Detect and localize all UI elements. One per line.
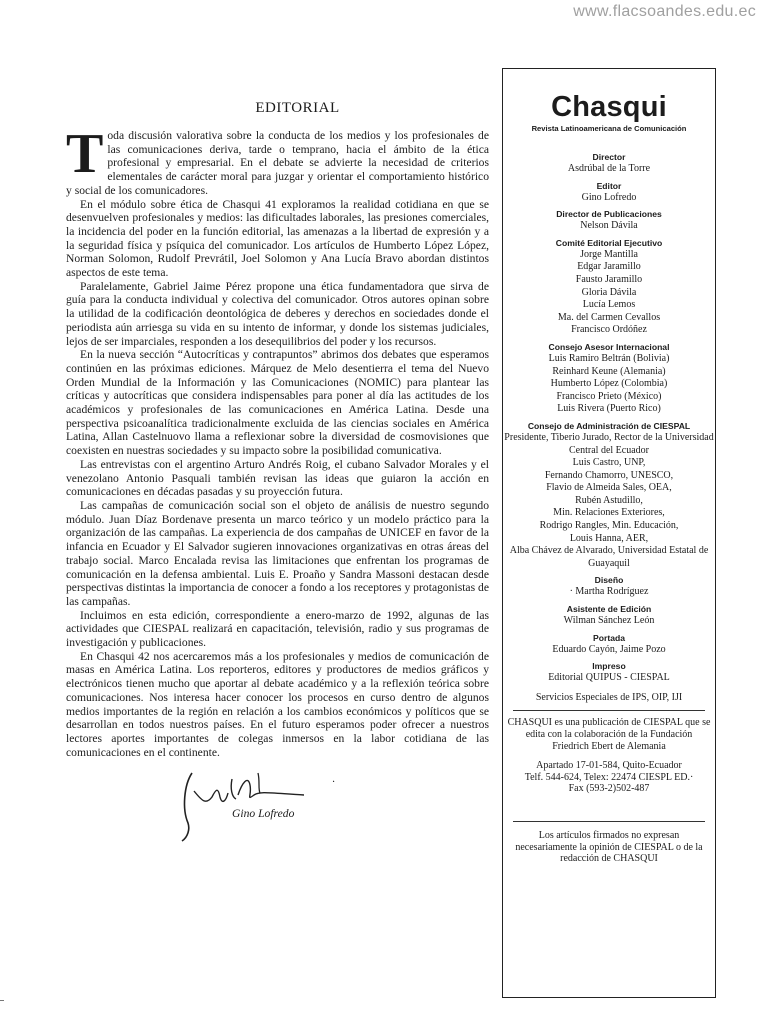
credit-section xyxy=(503,237,715,337)
credit-role: Asistente de Edición xyxy=(566,604,652,615)
editorial-body xyxy=(66,123,489,759)
about-text: CHASQUI es una publicación de CIESPAL que se edita con la colaboración de la Fundación Friedrich Ebert de Alemania xyxy=(507,717,711,752)
editorial-title: EDITORIAL xyxy=(255,100,340,116)
credit-name: Nelson Dávila xyxy=(580,220,638,232)
credit-section xyxy=(503,420,715,571)
magazine-tagline: Revista Latinoamericana de Comunicación xyxy=(531,124,687,133)
masthead-box xyxy=(502,68,716,998)
editorial-paragraph: En la nueva sección “Autocríticas y contrapuntos” abrimos dos debates que esperamos continúen en las próximas ediciones. Márquez de Melo desentierra el tema del Nuevo Orden Mundial de la Información y las Comunicaciones (NOMIC) para plantear las críticas y autocríticas que considera indispensables para poner al día las actitudes de los académicos y profesionales de las comunicaciones en América Latina. Desde una perspectiva psicoanalítica tradicionalmente excluida de las ciencias sociales en América Latina, Allan Castelnuovo llama a reflexionar sobre la diversidad de cosmovisiones que coexisten en nuestras sociedades y su impacto sobre la posibilidad comunicativa. xyxy=(66,348,489,458)
credit-role: Editor xyxy=(596,180,622,191)
credit-section xyxy=(503,180,715,205)
editorial-paragraph: Las campañas de comunicación social son el objeto de análisis de nuestro segundo módulo. Juan Díaz Bordenave presenta un marco teórico y un modelo práctico para la organización de las campañas. La experiencia de dos campañas de UNICEF en favor de la infancia en Ecuador y El Salvador sugieren innovaciones organizativas en otras áreas del trabajo social. Marco Encalada revisa las limitaciones que enfrentan los programas de comunicación en la defensa ambiental. Luis E. Proaño y Sandra Massoni destacan desde perspectivas distintas la importancia de conocer a fondo a los receptores y protagonistas de las campañas. xyxy=(66,498,489,608)
credit-name: Gloria Dávila xyxy=(581,286,637,298)
drop-cap: T xyxy=(66,123,104,185)
credit-name: Rodrigo Rangles, Min. Educación, xyxy=(539,520,679,532)
services-line: Servicios Especiales de IPS, OIP, IJI xyxy=(535,691,683,703)
credit-name: Francisco Ordóñez xyxy=(571,324,647,336)
handwritten-signature xyxy=(174,765,324,845)
credit-name: Flavio de Almeida Sales, OEA, xyxy=(546,482,672,494)
credit-name: Luis Castro, UNP, xyxy=(572,457,646,469)
paragraph-text: oda discusión valorativa sobre la conducta de los medios y los profesionales de las comunicaciones deriva, tarde o temprano, hacia el ámbito de la ética profesional y empresarial. En el debate se advierte la necesidad de criterios elementales de carácter moral para juzgar y orientar el comportamiento histórico y social de los comunicadores. xyxy=(66,129,489,197)
credit-role: Portada xyxy=(593,632,625,643)
editorial-paragraph: Paralelamente, Gabriel Jaime Pérez propone una ética fundamentadora que sirva de guía para la conducta individual y colectiva del comunicador. Otros autores opinan sobre la utilidad de la codificación deontológica de deberes y derechos en sociedades donde el periodista aún arriesga su vida en su intento de informar, y donde los sistemas judiciales, lejos de ser imparciales, responden a los desequilibrios del poder y los recursos. xyxy=(66,279,489,348)
credit-name: Eduardo Cayón, Jaime Pozo xyxy=(552,643,666,655)
stray-mark: · xyxy=(332,777,336,789)
credit-name: Presidente, Tiberio Jurado, Rector de la Universidad Central del Ecuador xyxy=(504,431,714,456)
credit-name: Francisco Prieto (México) xyxy=(556,390,662,402)
credit-role: Consejo Asesor Internacional xyxy=(548,341,670,352)
credit-name: Asdrúbal de la Torre xyxy=(567,163,651,174)
credit-name: Luis Rivera (Puerto Rico) xyxy=(557,403,661,415)
editorial-paragraph xyxy=(66,123,489,198)
credit-section xyxy=(503,208,715,233)
editorial-column xyxy=(66,100,489,877)
credit-role: Comité Editorial Ejecutivo xyxy=(555,237,663,248)
signer-name: Gino Lofredo xyxy=(232,807,295,821)
credit-name: Editorial QUIPUS - CIESPAL xyxy=(548,672,670,684)
credit-section xyxy=(503,660,715,685)
credit-section xyxy=(503,341,715,416)
credit-name: Rubén Astudillo, xyxy=(575,494,643,506)
fax-line: Fax (593-2)502-487 xyxy=(568,783,650,795)
credit-name: Fernando Chamorro, UNESCO, xyxy=(544,469,674,481)
phone-line: Telf. 544-624, Telex: 22474 CIESPL ED.· xyxy=(524,771,694,783)
editorial-paragraph: Incluimos en esta edición, correspondiente a enero-marzo de 1992, algunas de las actividades que CIESPAL realizará en capacitación, televisión, radio y sus programas de investigación y publicaciones. xyxy=(66,608,489,650)
credit-name: Wilman Sánchez León xyxy=(563,615,655,627)
page-edge-mark xyxy=(0,1000,4,1001)
signature-block xyxy=(66,767,489,877)
credit-name: Jorge Mantilla xyxy=(580,248,638,260)
divider xyxy=(513,821,705,822)
disclaimer-text: Los artículos firmados no expresan necesariamente la opinión de CIESPAL o de la redacción de CHASQUI xyxy=(515,829,703,865)
credit-name: Reinhard Keune (Alemania) xyxy=(552,365,666,377)
credit-name: Luis Ramiro Beltrán (Bolivia) xyxy=(548,352,670,364)
address-line: Apartado 17-01-584, Quito-Ecuador xyxy=(536,760,682,772)
credit-role: Diseño xyxy=(594,575,624,586)
credit-name: Lucía Lemos xyxy=(582,299,636,311)
credit-name: Louis Hanna, AER, xyxy=(569,532,649,544)
credit-name: Gino Lofredo xyxy=(581,191,637,203)
credit-name: Alba Chávez de Alvarado, Universidad Estatal de Guayaquil xyxy=(509,545,709,569)
editorial-paragraph: En Chasqui 42 nos acercaremos más a los profesionales y medios de comunicación de masas en América Latina. Los reporteros, editores y productores de medios gráficos y electrónicos tienen mucho que aportar al debate académico y a la reflexión teórica sobre comunicaciones. Nos interesa hacer conocer los procesos en curso dentro de algunos medios importantes de la región en relación a los cambios económicos y políticos que se desarrollan en todos nuestros países. En el futuro esperamos poder ofrecer a nuestros lectores aportes importantes de colegas inmersos en la labor cotidiana de las comunicaciones en el continente. xyxy=(66,649,489,759)
credit-section xyxy=(503,574,715,599)
divider xyxy=(513,710,705,711)
credit-role: Director xyxy=(592,152,626,162)
credit-section xyxy=(503,151,715,176)
credit-section xyxy=(503,632,715,657)
credit-role: Consejo de Administración de CIESPAL xyxy=(527,420,691,431)
credit-role: Director de Publicaciones xyxy=(556,209,662,220)
credit-name: Min. Relaciones Exteriores, xyxy=(553,507,665,519)
credit-name: Edgar Jaramillo xyxy=(577,261,641,273)
editorial-paragraph: Las entrevistas con el argentino Arturo Andrés Roig, el cubano Salvador Morales y el venezolano Antonio Pasquali también revisan las ideas que guiaron la acción en comunicaciones en décadas pasadas y su proyección futura. xyxy=(66,457,489,499)
credit-name: Humberto López (Colombia) xyxy=(550,378,668,390)
magazine-logo: Chasqui xyxy=(551,91,667,123)
editorial-paragraph: En el módulo sobre ética de Chasqui 41 exploramos la realidad cotidiana en que se desenvuelven profesionales y medios: las dificultades laborales, las presiones comerciales, la incidencia del poder en la función editorial, las amenazas a la libertad de expresión y a la seguridad física y psíquica del comunicador. Los artículos de Humberto López López, Norman Solomon, Rudolf Prevrátil, Joel Solomon y Ana Lucía Bravo abordan distintos aspectos de este tema. xyxy=(66,197,489,280)
credit-name: Ma. del Carmen Cevallos xyxy=(557,311,661,323)
credit-name: · Martha Rodríguez xyxy=(569,586,649,598)
credits-list xyxy=(503,151,715,685)
watermark-url: www.flacsoandes.edu.ec xyxy=(573,3,756,20)
credit-section xyxy=(503,603,715,628)
address-block xyxy=(503,760,715,795)
credit-role: Impreso xyxy=(592,661,626,672)
credit-name: Fausto Jaramillo xyxy=(575,273,643,285)
